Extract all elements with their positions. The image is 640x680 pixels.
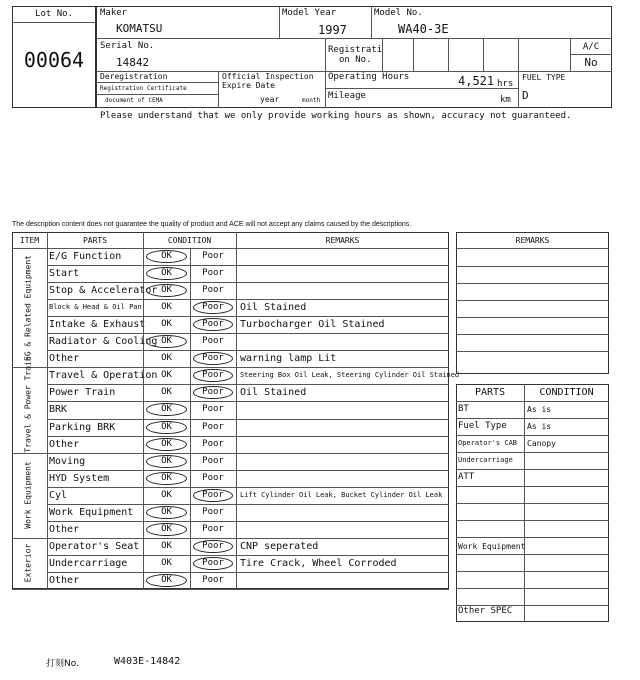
poor-option: Poor: [202, 302, 224, 313]
ok-option: OK: [161, 319, 172, 330]
remark-text: CNP seperated: [240, 540, 319, 552]
registration-certificate-label: Registration Certificate: [100, 85, 187, 92]
ok-option: OK: [161, 370, 172, 381]
part-name: Travel & Operation: [49, 370, 158, 382]
part-name: Radiator & Cooling: [49, 336, 158, 348]
ok-option: OK: [161, 387, 172, 398]
registration-label-2: on No.: [339, 55, 372, 65]
ok-option: OK: [161, 489, 172, 500]
remark-text: [240, 453, 446, 470]
ok-option: OK: [161, 251, 172, 261]
item-header: ITEM: [19, 236, 40, 245]
ok-selected-mark: [146, 574, 187, 587]
right-part-name: Fuel Type: [458, 421, 507, 431]
engrave-value: W403E-14842: [114, 656, 181, 667]
serial-label: Serial No.: [100, 41, 155, 51]
part-name: Stop & Accelerator: [49, 285, 158, 297]
ok-option: OK: [161, 285, 172, 296]
part-name: Intake & Exhaust: [49, 319, 146, 331]
remark-text: Oil Stained: [240, 302, 307, 314]
ok-option: OK: [161, 574, 172, 585]
poor-selected-mark: [193, 489, 233, 502]
registration-label-1: Registrati: [328, 45, 383, 55]
parts-header: PARTS: [82, 236, 108, 245]
remark-text: [240, 419, 446, 436]
right-part-condition: As is: [527, 422, 552, 431]
right-part-name: ATT: [458, 472, 475, 482]
part-name: Start: [49, 268, 80, 280]
poor-option: Poor: [202, 506, 224, 517]
poor-option: Poor: [202, 455, 224, 466]
poor-selected-mark: [193, 540, 233, 553]
ok-option: OK: [161, 353, 172, 364]
km-label: km: [500, 95, 511, 105]
poor-option: Poor: [202, 421, 224, 432]
ok-option: OK: [161, 557, 172, 568]
remark-text: [240, 282, 446, 299]
part-name: HYD System: [49, 472, 110, 484]
part-name: Parking BRK: [49, 421, 116, 433]
inspection-label-1: Official Inspection: [222, 72, 314, 81]
remark-text: Lift Cylinder Oil Leak, Bucket Cylinder Oil Leak: [240, 490, 443, 499]
lot-number: 00064: [23, 48, 85, 72]
group-label: Exterior: [23, 544, 33, 583]
poor-option: Poor: [202, 574, 224, 585]
ok-selected-mark: [146, 438, 187, 451]
inspection-label-2: Expire Date: [222, 81, 275, 90]
ok-selected-mark: [146, 267, 187, 280]
right-remarks-header: REMARKS: [515, 236, 550, 245]
remark-text: Steering Box Oil Leak, Steering Cylinder Oil Stained: [240, 371, 460, 380]
part-name: Other: [49, 438, 80, 450]
document-cema-label: document of CEMA: [105, 97, 163, 104]
group-label: EG & Related Equipment: [23, 254, 33, 361]
remark-text: [240, 401, 446, 418]
model-no-label: Model No.: [374, 8, 423, 18]
part-name: Other: [49, 353, 80, 365]
group-label: Travel & Power Train: [23, 356, 33, 453]
part-name: Other: [49, 523, 80, 535]
disclaimer: The description content does not guarantee the quality of product and ACE will not accept any claims caused by the descriptions.: [12, 221, 412, 228]
poor-option: Poor: [202, 540, 224, 551]
remark-text: [240, 521, 446, 538]
ok-selected-mark: [146, 284, 187, 297]
part-name: E/G Function: [49, 251, 122, 262]
ok-option: OK: [161, 302, 172, 313]
remark-text: Tire Crack, Wheel Corroded: [240, 557, 397, 569]
remark-text: [240, 470, 446, 487]
remark-text: warning lamp Lit: [240, 353, 337, 365]
poor-option: Poor: [202, 489, 224, 500]
part-name: Power Train: [49, 387, 116, 399]
maker-label: Maker: [100, 8, 128, 18]
remark-text: [240, 504, 446, 521]
right-part-condition: [527, 452, 607, 469]
ac-value: No: [584, 56, 598, 69]
poor-option: Poor: [202, 251, 224, 261]
ok-selected-mark: [146, 472, 187, 485]
poor-option: Poor: [202, 353, 224, 364]
ok-option: OK: [161, 506, 172, 517]
year-label: year: [260, 95, 280, 104]
poor-option: Poor: [202, 523, 224, 534]
poor-option: Poor: [202, 285, 224, 296]
ok-option: OK: [161, 268, 172, 279]
remark-text: Oil Stained: [240, 387, 307, 399]
operating-hours-value: 4,521: [458, 74, 495, 88]
poor-option: Poor: [202, 472, 224, 483]
ok-selected-mark: [146, 455, 187, 468]
right-part-name: Operator's CAB: [458, 439, 518, 447]
month-label: month: [302, 97, 321, 104]
part-name: Work Equipment: [49, 506, 134, 518]
ok-option: OK: [161, 523, 172, 534]
serial-value: 14842: [116, 56, 150, 69]
ok-selected-mark: [146, 250, 187, 263]
poor-option: Poor: [202, 438, 224, 449]
poor-option: Poor: [202, 404, 224, 415]
poor-option: Poor: [202, 268, 224, 279]
ok-option: OK: [161, 472, 172, 483]
right-part-condition: Canopy: [527, 439, 556, 448]
remark-text: [240, 248, 446, 265]
ok-option: OK: [161, 455, 172, 466]
deregistration-label: Deregistration: [100, 72, 168, 81]
maker-value: KOMATSU: [116, 22, 163, 35]
operating-hours-label: Operating Hours: [328, 72, 410, 82]
ok-selected-mark: [146, 523, 187, 536]
hrs-label: hrs: [497, 79, 514, 89]
right-part-name: BT: [458, 404, 469, 414]
remark-text: [240, 572, 446, 589]
fuel-type-label: FUEL TYPE: [522, 73, 566, 82]
other-spec-label: Other SPEC: [458, 606, 513, 616]
remark-text: [240, 265, 446, 282]
ok-option: OK: [161, 336, 172, 347]
group-label: Work Equipment: [23, 461, 33, 529]
part-name: Moving: [49, 455, 86, 467]
remark-text: [240, 333, 446, 350]
part-name: Block & Head & Oil Pan: [49, 303, 142, 312]
lot-label: Lot No.: [35, 9, 73, 19]
fuel-type-value: D: [522, 89, 529, 102]
remark-text: Turbocharger Oil Stained: [240, 319, 385, 331]
right-part-condition: [527, 469, 607, 486]
poor-option: Poor: [202, 387, 224, 398]
right-condition-header: CONDITION: [539, 387, 594, 398]
hours-notice: Please understand that we only provide working hours as shown, accuracy not guaranteed.: [100, 111, 572, 121]
ok-option: OK: [161, 404, 172, 415]
ok-selected-mark: [146, 421, 187, 434]
poor-option: Poor: [202, 319, 224, 330]
part-name: BRK: [49, 404, 68, 416]
part-name: Operator's Seat: [49, 540, 140, 552]
model-no-value: WA40-3E: [398, 22, 449, 36]
ok-option: OK: [161, 421, 172, 432]
poor-option: Poor: [202, 336, 224, 347]
right-part-condition: As is: [527, 405, 552, 414]
poor-option: Poor: [202, 557, 224, 568]
part-name: Cyl: [49, 489, 68, 501]
model-year-value: 1997: [318, 23, 347, 37]
condition-header: CONDITION: [167, 236, 212, 245]
mileage-label: Mileage: [328, 91, 366, 101]
part-name: Undercarriage: [49, 557, 128, 569]
work-equipment-label: Work Equipment: [458, 542, 526, 551]
ok-option: OK: [161, 540, 172, 551]
part-name: Other: [49, 574, 80, 586]
right-parts-header: PARTS: [474, 387, 506, 398]
model-year-label: Model Year: [282, 8, 337, 18]
poor-option: Poor: [202, 370, 224, 381]
remarks-header: REMARKS: [325, 236, 360, 245]
engrave-label: 打刻No.: [46, 659, 79, 669]
remark-text: [240, 436, 446, 453]
ok-option: OK: [161, 438, 172, 449]
ac-label: A/C: [582, 42, 600, 52]
ok-selected-mark: [146, 506, 187, 519]
right-part-name: Undercarriage: [458, 456, 513, 464]
poor-selected-mark: [193, 557, 233, 570]
